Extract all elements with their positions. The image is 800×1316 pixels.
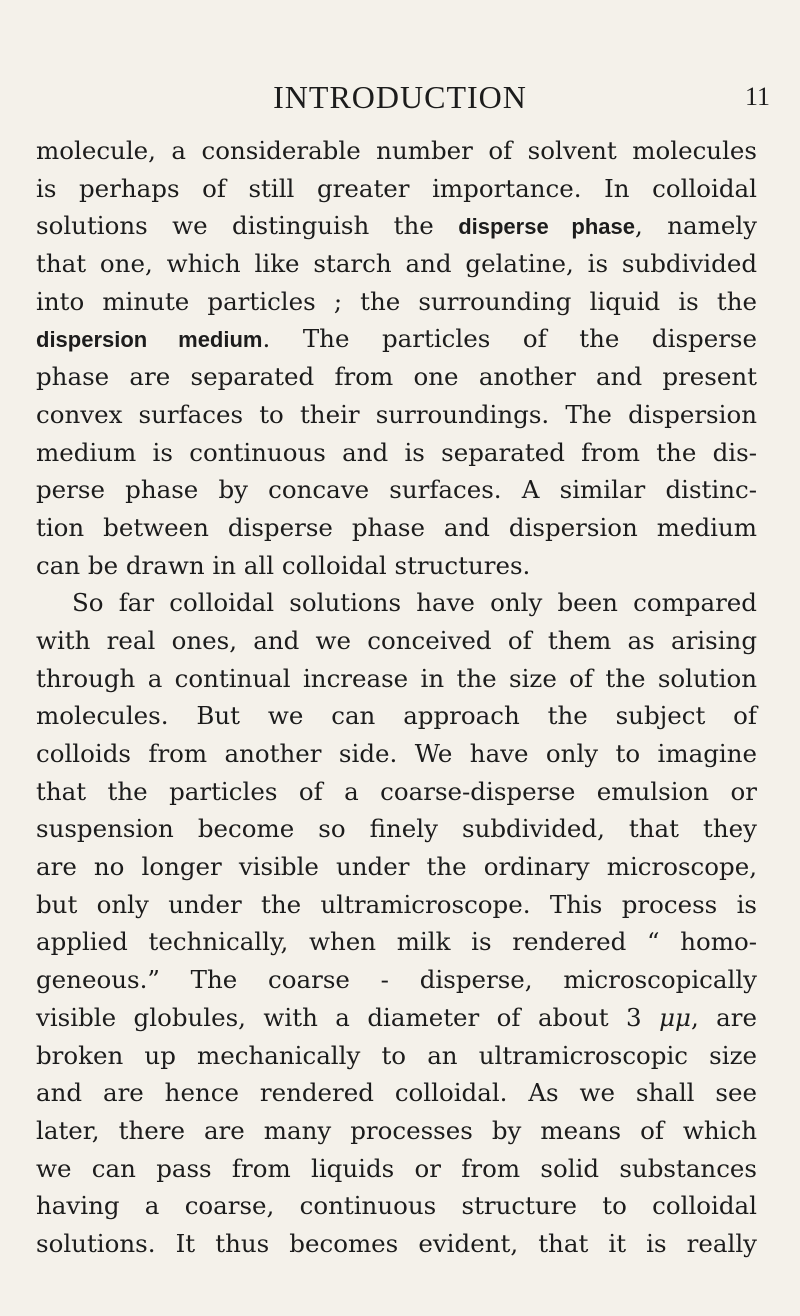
running-title: INTRODUCTION — [273, 79, 527, 115]
text-line: molecules. But we can approach the subject of — [36, 701, 757, 731]
text-segment: solutions we distinguish the — [36, 211, 459, 241]
text-line: into minute particles ; the surrounding liquid is the — [36, 286, 757, 316]
text-line: but only under the ultramicroscope. This process is — [36, 889, 757, 919]
text-line: solutions. It thus becomes evident, that it is really — [36, 1228, 757, 1258]
body-text — [36, 132, 757, 1263]
running-head — [30, 72, 770, 122]
bold-term: disperse phase — [458, 214, 636, 240]
text-line: tion between disperse phase and dispersion medium — [36, 512, 757, 542]
text-line: geneous.” The coarse - disperse, microscopically — [36, 965, 757, 995]
text-line: having a coarse, continuous structure to colloidal — [36, 1191, 757, 1221]
text-line: So far colloidal solutions have only been compared — [72, 588, 757, 618]
text-line: later, there are many processes by means of which — [36, 1115, 757, 1145]
text-segment: visible globules, with a diameter of about 3 — [36, 1002, 660, 1032]
text-segment: . The particles of the disperse — [262, 324, 757, 354]
text-line: molecule, a considerable number of solvent molecules — [36, 136, 757, 165]
text-line — [36, 320, 757, 358]
unit-symbol: μμ — [659, 1002, 691, 1032]
text-line: phase are separated from one another and present — [36, 362, 757, 392]
text-line: through a continual increase in the size of the solution — [36, 663, 757, 693]
text-line: that one, which like starch and gelatine, is subdivided — [36, 249, 757, 279]
text-line: convex surfaces to their surroundings. The dispersion — [36, 399, 757, 429]
text-line: are no longer visible under the ordinary microscope, — [36, 852, 757, 882]
text-line: and are hence rendered colloidal. As we shall see — [36, 1078, 757, 1108]
text-line: is perhaps of still greater importance. In colloidal — [36, 173, 757, 203]
text-line — [36, 207, 757, 245]
text-line: suspension become so finely subdivided, that they — [36, 814, 757, 844]
text-segment: , are — [690, 1002, 757, 1032]
text-line: with real ones, and we conceived of them as arising — [36, 625, 757, 655]
text-segment: , namely — [635, 211, 758, 241]
text-line: broken up mechanically to an ultramicroscopic size — [36, 1040, 757, 1070]
text-line: colloids from another side. We have only to imagine — [36, 739, 757, 768]
bold-term: dispersion medium — [36, 327, 263, 353]
text-line: applied technically, when milk is rendered “ homo- — [36, 927, 757, 957]
text-line — [36, 999, 757, 1037]
text-line: perse phase by concave surfaces. A similar distinc- — [36, 475, 757, 505]
text-line: medium is continuous and is separated from the dis- — [36, 437, 757, 467]
page-number: 11 — [744, 82, 770, 111]
text-line: can be drawn in all colloidal structures. — [36, 550, 531, 580]
text-line: we can pass from liquids or from solid substances — [36, 1153, 757, 1183]
text-line: that the particles of a coarse-disperse emulsion or — [36, 776, 757, 806]
